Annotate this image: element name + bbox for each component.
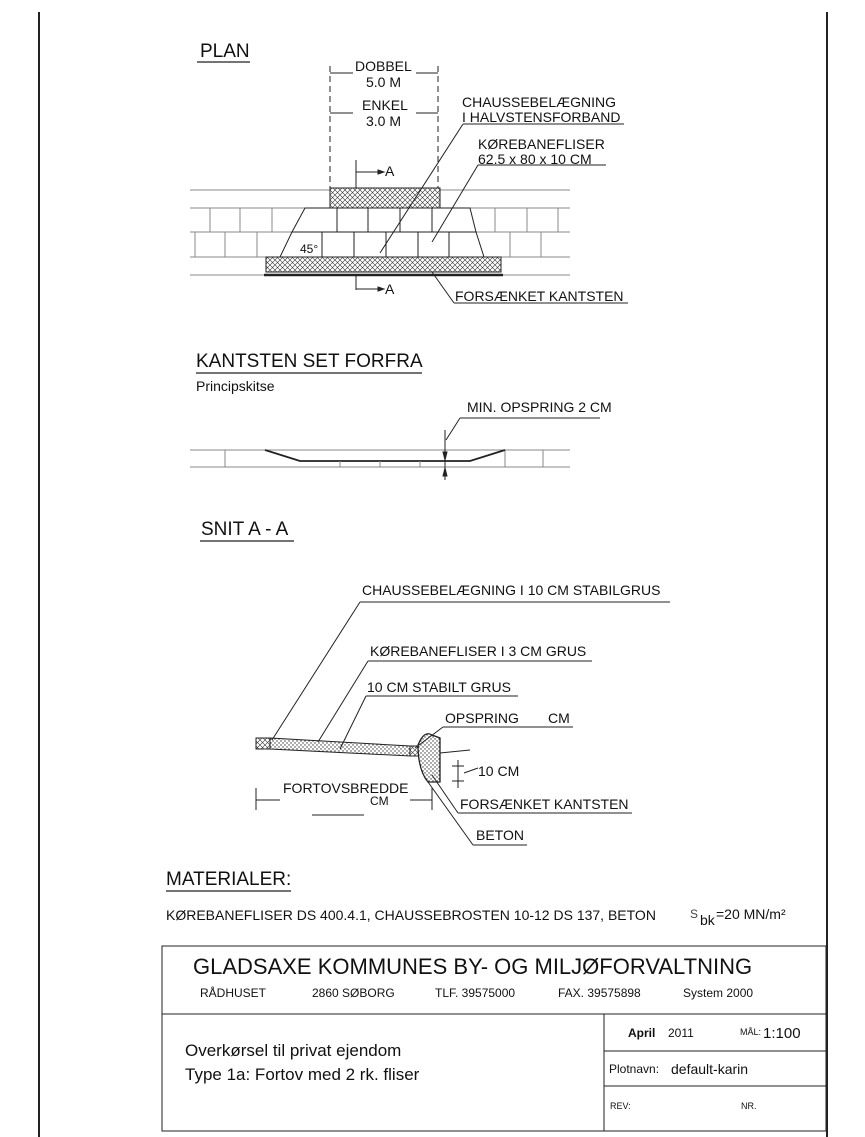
materials-sigma-value: =20 MN/m² [716, 906, 786, 922]
section-marker-bottom: A [385, 281, 395, 297]
curb-subheading: Principskitse [196, 378, 275, 394]
dim-enkel-label: ENKEL [362, 97, 408, 113]
note-fortovsbredde: FORTOVSBREDDE [283, 780, 409, 796]
plotname-label: Plotnavn: [609, 1062, 660, 1076]
note-snit-kantsten: FORSÆNKET KANTSTEN [460, 796, 629, 812]
office-address: RÅDHUSET [200, 986, 267, 1000]
office-fax: FAX. 39575898 [558, 986, 641, 1000]
note-korebanefliser-2: 62.5 x 80 x 10 CM [478, 151, 592, 167]
angle-label: 45° [300, 242, 319, 256]
office-system: System 2000 [683, 986, 754, 1000]
materials-heading: MATERIALER: [166, 869, 292, 890]
scale-label: MÅL: [740, 1027, 762, 1037]
dim-dobbel-value: 5.0 M [366, 74, 402, 90]
date-year: 2011 [668, 1026, 694, 1040]
plotname-value: default-karin [671, 1061, 749, 1077]
section-marker-top: A [385, 163, 395, 179]
note-snit-chaussebelaegning: CHAUSSEBELÆGNING I 10 CM STABILGRUS [362, 582, 661, 598]
note-snit-beton: BETON [476, 827, 524, 843]
office-phone: TLF. 39575000 [435, 986, 516, 1000]
note-chaussebelaegning-2: I HALVSTENSFORBAND [462, 109, 621, 125]
materials-sigma-sub: bk [700, 912, 715, 928]
note-snit-opspring-unit: CM [548, 710, 570, 726]
note-korebanefliser-1: KØREBANEFLISER [478, 136, 605, 152]
scale-value: 1:100 [763, 1025, 801, 1042]
rev-label: REV: [610, 1101, 631, 1111]
note-plan-kantsten: FORSÆNKET KANTSTEN [455, 288, 624, 304]
note-fortovsbredde-unit: CM [370, 794, 389, 808]
note-snit-stabilt-grus: 10 CM STABILT GRUS [367, 679, 511, 695]
note-snit-opspring: OPSPRING [445, 710, 519, 726]
note-snit-korebanefliser: KØREBANEFLISER I 3 CM GRUS [370, 643, 587, 659]
office-city: 2860 SØBORG [312, 986, 395, 1000]
materials-sigma-s: S [690, 907, 699, 921]
note-chaussebelaegning-1: CHAUSSEBELÆGNING [462, 94, 617, 110]
office-name: GLADSAXE KOMMUNES BY- OG MILJØFORVALTNING [193, 954, 753, 979]
dim-enkel-value: 3.0 M [366, 113, 402, 129]
curb-heading: KANTSTEN SET FORFRA [196, 351, 423, 372]
nr-label: NR. [741, 1101, 757, 1111]
drawing-title-2: Type 1a: Fortov med 2 rk. fliser [185, 1065, 420, 1084]
note-snit-10cm: 10 CM [478, 763, 520, 779]
note-min-opspring: MIN. OPSPRING 2 CM [467, 399, 612, 415]
section-heading: SNIT A - A [201, 519, 289, 540]
dim-dobbel-label: DOBBEL [355, 58, 412, 74]
plan-heading: PLAN [200, 41, 250, 62]
date-month: April [628, 1026, 656, 1040]
materials-text: KØREBANEFLISER DS 400.4.1, CHAUSSEBROSTEN 10-12 DS 137, BETON [166, 907, 656, 923]
drawing-title-1: Overkørsel til privat ejendom [185, 1041, 402, 1060]
